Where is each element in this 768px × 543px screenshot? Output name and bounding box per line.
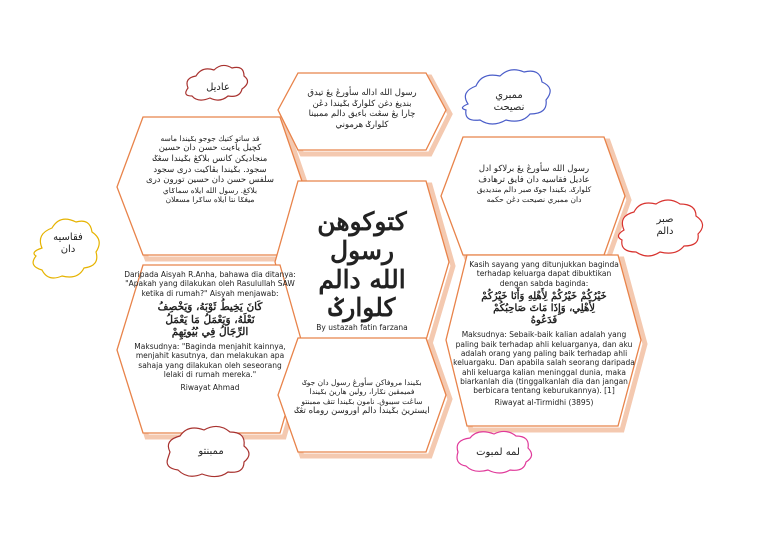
right-mid-arabic-2: لِأَهْلِي، وَإِذَا مَاتَ صَاحِبُكُمْ	[493, 303, 595, 315]
top-left-line-3: منجاديکن کانس بلاکڠ بݢيندا سڠݢ	[152, 154, 268, 164]
right-mid-source: Riwayat al-Tirmidhi (3895)	[494, 397, 594, 407]
bottom-line-4: ايستريڽ بݢيندا دالم اوروسن روماه تڠݢ	[294, 406, 430, 417]
cloud-membantu	[176, 446, 246, 458]
top-left-hexagon-text	[128, 134, 292, 205]
left-mid-source: Riwayat Ahmad	[180, 383, 240, 393]
top-right-line-4: دان ممبري نصيحت دڠن حكمه	[486, 194, 582, 204]
cloud-nasihat-line-2: نصيحت	[493, 102, 525, 113]
left-mid-arabic-3: الرِّجَالُ فِي بُيُوتِهِمْ	[171, 326, 249, 339]
cloud-penyayang	[40, 232, 96, 256]
left-mid-arabic	[118, 301, 302, 339]
bottom-line-2: فميمڤين نݢارا، رولين هاريڽ بݢيندا	[309, 387, 415, 397]
center-title-line-2: الله دالم	[318, 264, 406, 294]
cloud-sabar-line-2: دالم	[656, 226, 674, 237]
right-mid-meaning: Maksudnya: Sebaik-baik kalian adalah yang paling baik terhadap ahli keluarganya, dan aku adalah orang yang paling baik terhadap ahli keluargaku. Dan apabila salah seorang daripada ahli keluarga kalian meninggal dunia, maka biarkanlah dia (tinggalkanlah dia dan jangan berbicara tentang keburukannya). [1]	[453, 330, 635, 396]
right-mid-arabic-3: فَدَعُوهُ	[530, 315, 558, 327]
top-line-3: چارا يڠ سڠت باءيق دالم ممبينا	[308, 109, 416, 120]
top-right-line-2: عاديل فقاسيه دان فايق ترهادف	[478, 174, 590, 185]
center-title-line-1: كتوكوهن رسول	[317, 207, 407, 265]
bottom-line-3: ساڠت سيبوق. نامون بݢيندا تتڤ ممبنتو	[301, 396, 423, 406]
top-left-line-4: سجود. بݢيندا بڤاکيت درى سجود	[153, 164, 267, 175]
top-left-line-7: ميڠݢا نتا ايلاه ساݢرا مسعلان	[165, 195, 255, 205]
bottom-line-1: بݢيندا مروفاكن سأورڠ رسول دان جوݢ	[302, 378, 422, 387]
left-mid-hexagon-text	[118, 270, 302, 393]
right-mid-arabic-1: خَيْرُكُمْ خَيْرُكُمْ لِأَهْلِهِ وَأَنَا خَيْرُكُمْ	[481, 291, 607, 303]
center-author: By ustazah fatin farzana	[316, 323, 408, 332]
center-title-line-3: كلوارݢ	[328, 293, 396, 323]
right-mid-intro: Kasih sayang yang ditunjukkan baginda terhadap keluarga dapat dibuktikan dengan sabda baginda:	[469, 260, 619, 288]
cloud-sabar	[630, 214, 700, 238]
top-right-hexagon-text	[452, 164, 616, 204]
top-hexagon-text	[288, 88, 436, 131]
left-mid-meaning: Maksudnya: "Baginda menjahit kainnya, menjahit kasutnya, dan melakukan apa sahaja yang dilakukan oleh seseorang lelaki di rumah mereka."	[134, 341, 286, 380]
top-line-1: رسول الله اداله سأورڠ يڠ تيدق	[307, 88, 417, 98]
top-left-line-1: قد ساتو كتيك جوجو بݢيندا ماسه	[160, 134, 260, 143]
left-mid-intro: Daripada Aisyah R.Anha, bahawa dia ditanya: "Apakah yang dilakukan oleh Rasulullah SAW ketika di rumah?" Aisyah menjawab:	[124, 270, 296, 298]
right-mid-hexagon-text	[452, 260, 636, 407]
center-title	[286, 208, 438, 323]
cloud-nasihat-line-1: ممبري	[495, 90, 523, 101]
top-line-2: بندیغ دغن کلوارݢ بݢيندا دڠن	[312, 98, 412, 109]
top-line-4: کلوارݢ هرموني	[335, 119, 389, 130]
left-mid-arabic-1: كَانَ يَخِيطُ ثَوْبَهُ، وَيَخْصِفُ	[157, 301, 263, 314]
cloud-nasihat	[476, 90, 542, 114]
top-right-line-1: رسول الله سأورڠ يڠ برلاكو ادل	[478, 164, 590, 174]
cloud-penyayang-line-2: دان	[60, 244, 76, 255]
cloud-lemah-lembut: لمه لمبوت	[476, 447, 520, 458]
cloud-sabar-line-1: صبر	[656, 214, 674, 225]
top-left-line-5: سلفس حسن دان حسين تورون درى	[146, 175, 274, 186]
cloud-adil: عاديل	[206, 82, 230, 93]
bottom-hexagon-text	[290, 378, 434, 417]
cloud-penyayang-line-1: فقاسيه	[53, 232, 83, 243]
top-left-line-6: بلاکڠ. رسول الله ايلاه سماݢاي	[162, 185, 258, 195]
top-right-line-3: كلوارݢ. بݢيندا جوݢ صبر دالم منديديق	[476, 185, 592, 195]
top-left-line-2: كچيل ياءيت حسن دان حسين	[158, 143, 262, 154]
left-mid-arabic-2: نَعْلَهُ، وَيَعْمَلُ مَا يَعْمَلُ	[165, 313, 255, 326]
right-mid-arabic	[452, 291, 636, 327]
cloud-membantu-line-1: ممبنتو	[198, 446, 224, 457]
